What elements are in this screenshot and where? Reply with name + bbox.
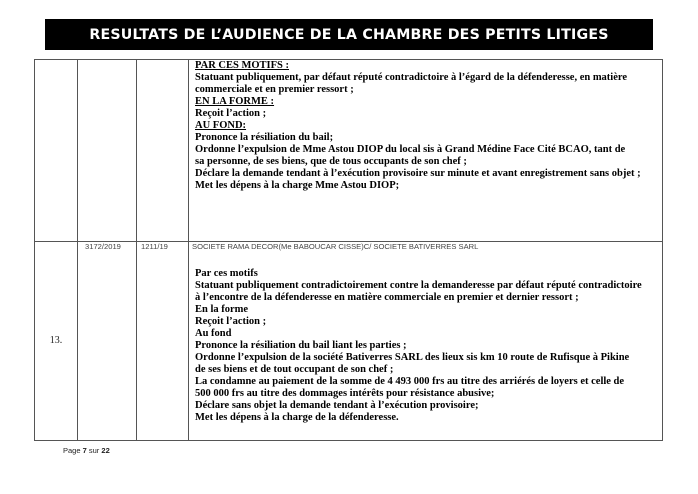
page-label: Page (63, 446, 81, 455)
decision-line: 500 000 frs au titre des dommages intérêts pour résistance abusive; (195, 388, 495, 399)
rg-number: 3172/2019 (85, 242, 121, 251)
column-divider (136, 60, 137, 440)
decision-line: Déclare la demande tendant à l’exécution provisoire sur minute et avant enregistrement sans objet ; (195, 168, 641, 179)
parties-label: SOCIETE RAMA DECOR(Me BABOUCAR CISSE)C/ SOCIETE BATIVERRES SARL (192, 242, 479, 251)
column-divider (77, 60, 78, 440)
decision-line: AU FOND: (195, 120, 247, 131)
decision-text-row1 (195, 60, 641, 192)
decision-line: Par ces motifs (195, 268, 258, 279)
decision-line: Au fond (195, 328, 232, 339)
judgment-number: 1211/19 (141, 242, 168, 251)
decision-line: Statuant publiquement, par défaut réputé contradictoire à l’égard de la défenderesse, en matière (195, 72, 628, 83)
decision-line: Statuant publiquement contradictoirement contre la demanderesse par défaut réputé contradictoire (195, 280, 642, 291)
of-label: sur (88, 446, 100, 455)
decision-line: Reçoit l’action ; (195, 108, 267, 119)
decision-line: commerciale et en premier ressort ; (195, 84, 354, 95)
total-pages: 22 (101, 446, 110, 455)
page-footer (63, 446, 110, 455)
decision-line: En la forme (195, 304, 249, 315)
decision-line: EN LA FORME : (195, 96, 275, 107)
decision-line: sa personne, de ses biens, que de tous occupants de son chef ; (195, 156, 467, 167)
decision-line: Prononce la résiliation du bail; (195, 132, 334, 143)
decision-text-row2 (195, 268, 642, 424)
decision-line: à l’encontre de la défenderesse en matière commerciale en premier et dernier ressort ; (195, 292, 579, 303)
decision-line: Ordonne l’expulsion de la société Bativerres SARL des lieux sis km 10 route de Rufisque à Pikine (195, 352, 630, 363)
page-title-banner (45, 19, 653, 50)
results-table (34, 59, 663, 441)
decision-line: La condamne au paiement de la somme de 4 493 000 frs au titre des arriérés de loyers et celle de (195, 376, 625, 387)
page-number: 7 (82, 446, 87, 455)
column-divider (188, 60, 189, 440)
decision-line: Prononce la résiliation du bail liant les parties ; (195, 340, 407, 351)
case-number: 13. (49, 335, 63, 346)
page-title: RESULTATS DE L’AUDIENCE DE LA CHAMBRE DES PETITS LITIGES (89, 26, 609, 43)
decision-line: Reçoit l’action ; (195, 316, 267, 327)
decision-line: Met les dépens à la charge de la défenderesse. (195, 412, 399, 423)
decision-line: Déclare sans objet la demande tendant à l’exécution provisoire; (195, 400, 479, 411)
decision-line: Met les dépens à la charge Mme Astou DIOP; (195, 180, 400, 191)
decision-line: de ses biens et de tout occupant de son chef ; (195, 364, 394, 375)
decision-line: PAR CES MOTIFS : (195, 60, 290, 71)
decision-line: Ordonne l’expulsion de Mme Astou DIOP du local sis à Grand Médine Face Cité BCAO, tant de (195, 144, 626, 155)
